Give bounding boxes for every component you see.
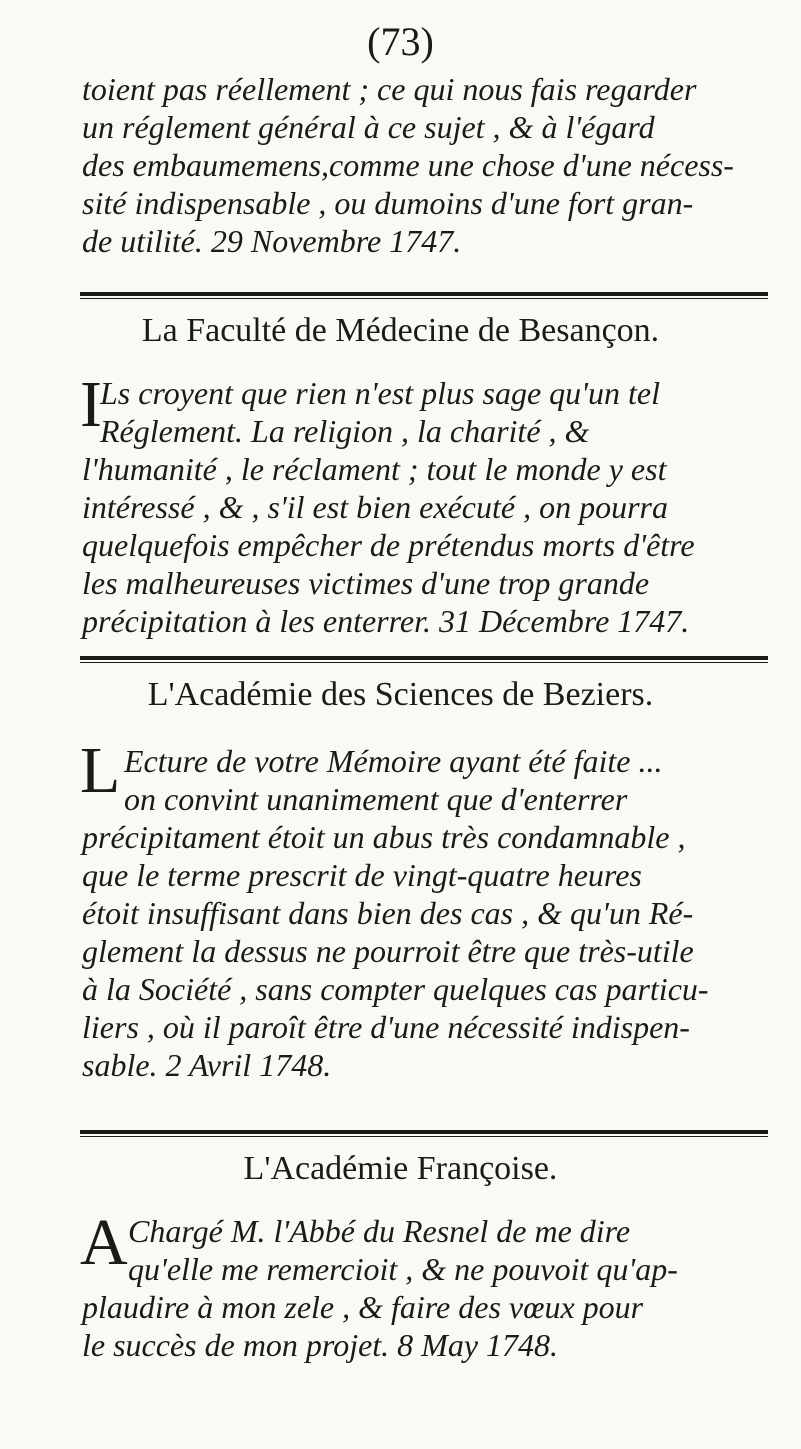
text-line: l'humanité , le réclament ; tout le monde y est (82, 451, 667, 487)
text-line: toient pas réellement ; ce qui nous fais regarder (82, 71, 697, 107)
text-line: sité indispensable , ou dumoins d'une fort gran- (82, 185, 694, 221)
text-line: on convint unanimement que d'enterrer (124, 781, 628, 817)
text-line: des embaumemens,comme une chose d'une nécess- (82, 147, 734, 183)
text-line: Ecture de votre Mémoire ayant été faite ... (124, 743, 663, 779)
page-number: (73) (367, 19, 434, 64)
drop-initial: L (80, 734, 121, 807)
text-line: Chargé M. l'Abbé du Resnel de me dire (128, 1213, 631, 1249)
text-line: quelquefois empêcher de prétendus morts d'être (82, 527, 695, 563)
text-line: de utilité. 29 Novembre 1747. (82, 223, 462, 259)
text-line: à la Société , sans compter quelques cas particu- (82, 971, 709, 1007)
drop-initial: I (80, 368, 102, 441)
text-line: qu'elle me remercioit , & ne pouvoit qu'ap- (128, 1251, 678, 1287)
text-line: Ls croyent que rien n'est plus sage qu'un tel (100, 375, 660, 411)
text-line: un réglement général à ce sujet , & à l'égard (82, 109, 655, 145)
section-divider (80, 1130, 768, 1134)
section-divider (80, 292, 768, 296)
text-line: le succès de mon projet. 8 May 1748. (82, 1327, 559, 1363)
text-line: sable. 2 Avril 1748. (82, 1047, 332, 1083)
text-line: étoit insuffisant dans bien des cas , & qu'un Ré- (82, 895, 694, 931)
text-line: plaudire à mon zele , & faire des vœux pour (82, 1289, 644, 1325)
text-line: précipitament étoit un abus très condamnable , (82, 819, 686, 855)
text-line: intéressé , & , s'il est bien exécuté , on pourra (82, 489, 668, 525)
section-heading: L'Académie des Sciences de Beziers. (147, 676, 654, 713)
section-divider (80, 656, 768, 660)
drop-initial: A (80, 1206, 128, 1279)
section-heading: L'Académie Françoise. (243, 1150, 558, 1187)
text-line: les malheureuses victimes d'une trop grande (82, 565, 650, 601)
text-line: précipitation à les enterrer. 31 Décembre 1747. (82, 603, 690, 639)
section-heading: La Faculté de Médecine de Besançon. (141, 312, 660, 349)
text-line: Réglement. La religion , la charité , & (100, 413, 590, 449)
text-line: que le terme prescrit de vingt-quatre heures (82, 857, 642, 893)
text-line: liers , où il paroît être d'une nécessité indispen- (82, 1009, 690, 1045)
text-line: glement la dessus ne pourroit être que très-utile (82, 933, 694, 969)
